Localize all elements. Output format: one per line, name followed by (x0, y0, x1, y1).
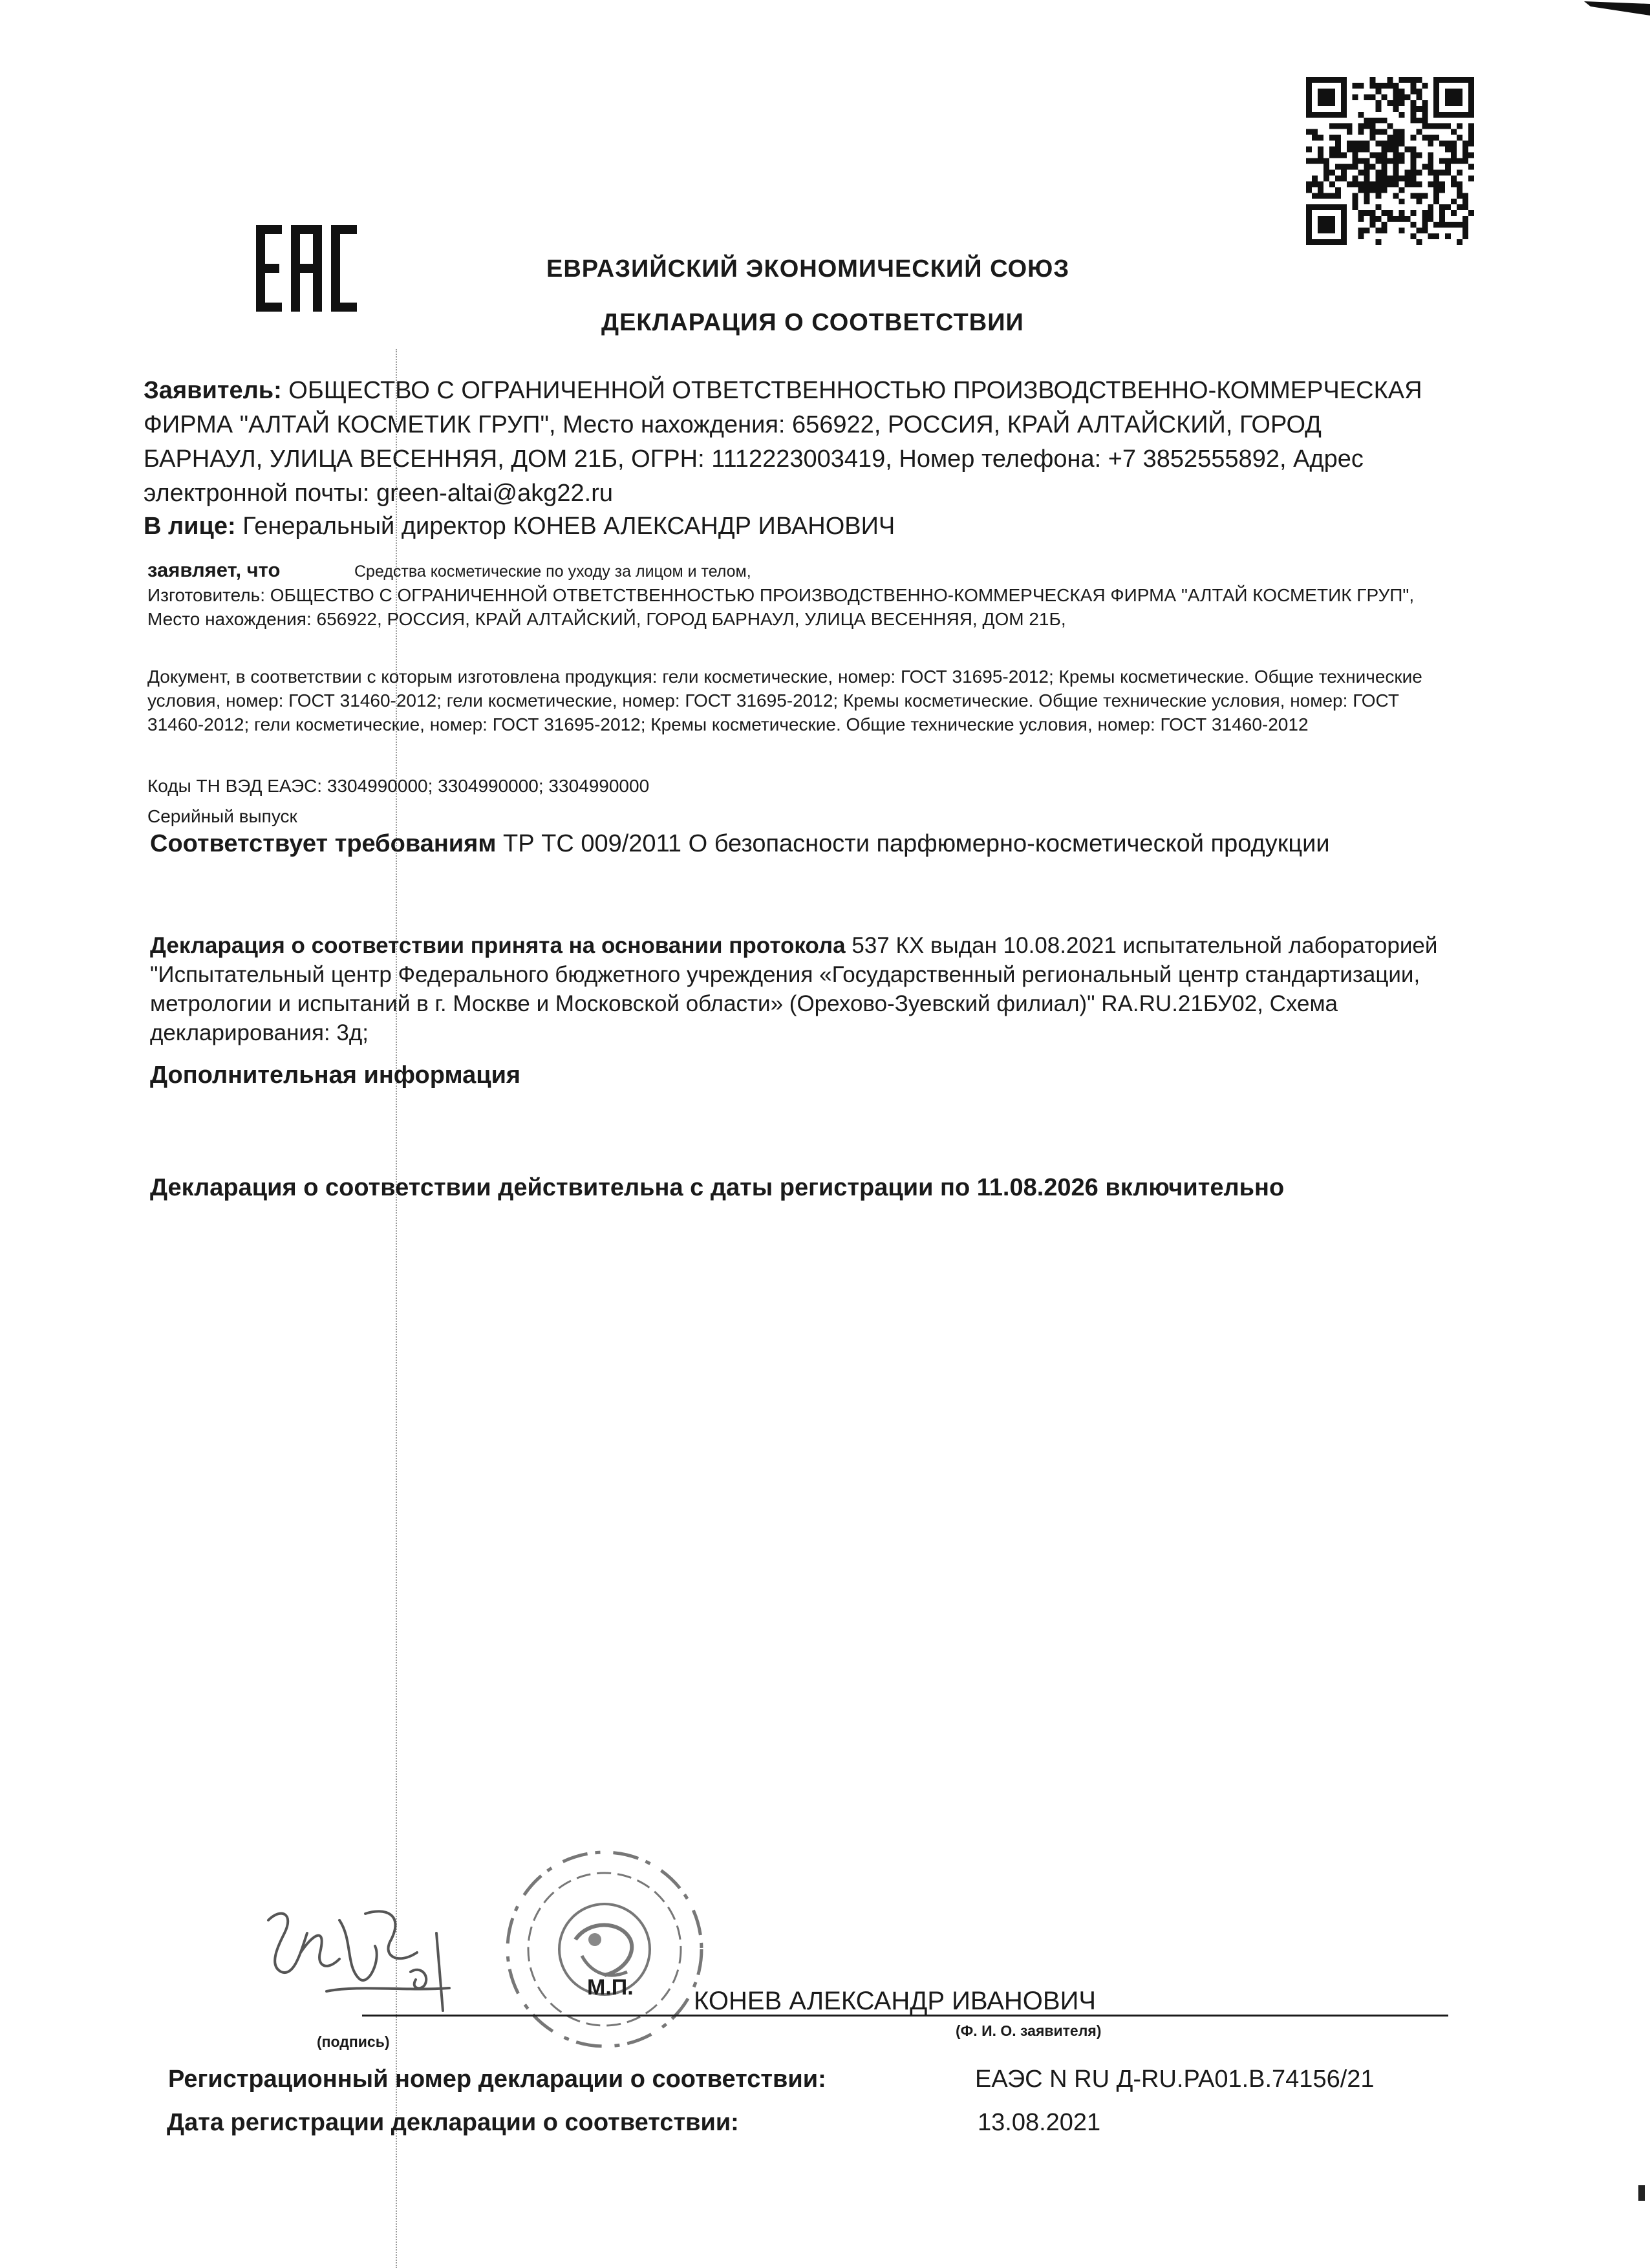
applicant-text: ОБЩЕСТВО С ОГРАНИЧЕННОЙ ОТВЕТСТВЕННОСТЬЮ ПРОИЗВОДСТВЕННО-КОММЕРЧЕСКАЯ ФИРМА "АЛТАЙ КОСМЕТИК ГРУП", Место нахождения: 656922, РОССИЯ, КРАЙ АЛТАЙСКИЙ, ГОРОД БАРНАУЛ, УЛИЦА ВЕСЕННЯЯ, ДОМ 21Б, ОГРН: 1112223003419, Номер телефона: +7 3852555892, Адрес электронной почты: green-altai@akg22.ru (144, 377, 1422, 507)
document-title: ДЕКЛАРАЦИЯ О СООТВЕТСТВИИ (601, 309, 1024, 336)
union-name: ЕВРАЗИЙСКИЙ ЭКОНОМИЧЕСКИЙ СОЮЗ (546, 255, 1070, 283)
person-label: В лице: (144, 513, 236, 540)
signer-name: КОНЕВ АЛЕКСАНДР ИВАНОВИЧ (694, 1987, 1096, 2015)
document-basis-text: Документ, в соответствии с которым изготовлена продукция: гели косметические, номер: ГОСТ 31695-2012; Кремы косметические. Общие технические условия, номер: ГОСТ 31460-2012; гели косметические, номер: ГОСТ 31695-2012; Кремы косметические. Общие технические условия, номер: ГОСТ 31460-2012; гели косметические, номер: ГОСТ 31695-2012; Кремы косметические. Общие технические условия, номер: ГОСТ 31460-2012 (147, 667, 1422, 734)
protocol-label: Декларация о соответствии принята на основании протокола (150, 933, 846, 958)
seal-mark-mp: М.П. (587, 1975, 634, 2000)
registration-date-label: Дата регистрации декларации о соответствии: (167, 2109, 739, 2136)
signature-line (362, 2015, 1448, 2017)
signature-caption: (подпись) (317, 2033, 390, 2050)
requirements-label: Соответствует требованиям (150, 830, 497, 857)
requirements-text: ТР ТС 009/2011 О безопасности парфюмерно-косметической продукции (503, 830, 1330, 857)
applicant-label: Заявитель: (144, 377, 282, 404)
handwritten-signature (255, 1894, 462, 2017)
protocol-text: 537 КХ выдан 10.08.2021 испытательной лабораторией "Испытательный центр Федерального бюджетного учреждения «Государственный региональный центр стандартизации, метрологии и испытаний в г. Москве и Московской области» (Орехово-Зуевский филиал)" RA.RU.21БУ02, Схема декларирования: 3д; (150, 933, 1438, 1045)
person-block (144, 513, 895, 540)
scan-edge-dot (1638, 2185, 1645, 2201)
qr-code (1306, 76, 1474, 246)
company-seal (498, 1843, 711, 2056)
validity-text: Декларация о соответствии действительна с даты регистрации по 11.08.2026 включительно (150, 1174, 1285, 1201)
registration-number-label: Регистрационный номер декларации о соответствии: (168, 2066, 826, 2093)
serial-production: Серийный выпуск (147, 806, 297, 826)
registration-date-value: 13.08.2021 (978, 2109, 1101, 2136)
customs-codes: Коды ТН ВЭД ЕАЭС: 3304990000; 3304990000; 3304990000 (147, 776, 650, 796)
registration-number-value: ЕАЭС N RU Д-RU.PA01.B.74156/21 (975, 2066, 1375, 2093)
requirements-block (150, 828, 1450, 860)
applicant-block (144, 374, 1443, 511)
declares-text: Средства косметические по уходу за лицом и телом, (354, 562, 751, 581)
scan-edge-mark (1584, 0, 1650, 16)
additional-info-label: Дополнительная информация (150, 1062, 521, 1089)
declares-label: заявляет, что (147, 559, 281, 581)
eac-logo (255, 220, 358, 317)
manufacturer-text: Изготовитель: ОБЩЕСТВО С ОГРАНИЧЕННОЙ ОТВЕТСТВЕННОСТЬЮ ПРОИЗВОДСТВЕННО-КОММЕРЧЕСКАЯ ФИРМА "АЛТАЙ КОСМЕТИК ГРУП", Место нахождения: 656922, РОССИЯ, КРАЙ АЛТАЙСКИЙ, ГОРОД БАРНАУЛ, УЛИЦА ВЕСЕННЯЯ, ДОМ 21Б, (147, 585, 1415, 629)
protocol-block (150, 931, 1456, 1047)
person-text: Генеральный директор КОНЕВ АЛЕКСАНДР ИВАНОВИЧ (242, 513, 895, 540)
name-caption: (Ф. И. О. заявителя) (956, 2022, 1102, 2039)
